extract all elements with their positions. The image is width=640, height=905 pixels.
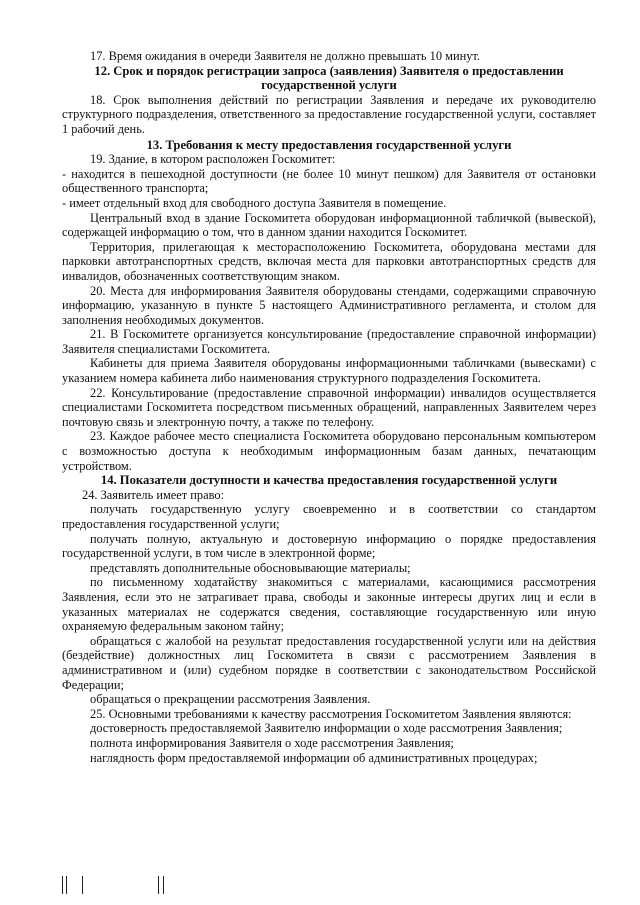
paragraph-23: 23. Каждое рабочее место специалиста Госкомитета оборудовано персональным компьютером с возможностью доступа к необходимым информационным базам данных, печатающим устройством. — [62, 429, 596, 473]
paragraph-17: 17. Время ожидания в очереди Заявителя не должно превышать 10 минут. — [90, 49, 481, 63]
paragraph-19-item-1: - находится в пешеходной доступности (не более 10 минут пешком) для Заявителя от остановки общественного транспорта; — [62, 166, 596, 196]
paragraph-central-entrance: Центральный вход в здание Госкомитета оборудован информационной табличкой (вывеской), содержащей информацию о том, что в данном здании находится Госкомитет. — [62, 210, 596, 240]
paragraph-24-right-4: по письменному ходатайству знакомиться с материалами, касающимися рассмотрения Заявления, если это не затрагивает права, свободы и законные интересы других лиц и если в указанных материалах не содержатся сведения, составляющие государственную или иную охраняемую федеральным законом тайну; — [62, 575, 596, 634]
paragraph-22: 22. Консультирование (предоставление справочной информации) инвалидов осуществляется специалистами Госкомитета посредством письменных обращений, направленных Заявителем через почтовую связь и электронную почту, а также по телефону. — [62, 385, 596, 429]
paragraph-25-req-2: полнота информирования Заявителя о ходе рассмотрения Заявления; — [90, 735, 454, 750]
paragraph-24-right-2: получать полную, актуальную и достоверную информацию о порядке предоставления государственной услуги, в том числе в электронной форме; — [62, 531, 596, 561]
scan-mark — [62, 876, 63, 894]
scan-mark — [163, 876, 164, 894]
paragraph-24-right-1: получать государственную услугу своевременно и в соответствии со стандартом предоставления государственной услуги; — [62, 502, 596, 531]
paragraph-cabinets: Кабинеты для приема Заявителя оборудованы информационными табличками (вывесками) с указанием номера кабинета либо наименования структурного подразделения Госкомитета. — [62, 356, 596, 386]
paragraph-25-req-1: достоверность предоставляемой Заявителю информации о ходе рассмотрения Заявления; — [90, 721, 563, 736]
paragraph-25-req-3: наглядность форм предоставляемой информации об административных процедурах; — [90, 750, 538, 765]
scan-mark — [66, 876, 67, 894]
paragraph-19: 19. Здание, в котором расположен Госкомитет: — [90, 152, 336, 167]
paragraph-24-right-6: обращаться о прекращении рассмотрения Заявления. — [90, 692, 371, 707]
paragraph-25: 25. Основными требованиями к качеству рассмотрения Госкомитетом Заявления являются: — [90, 706, 572, 721]
paragraph-20: 20. Места для информирования Заявителя оборудованы стендами, содержащими справочную информацию, указанную в пункте 5 настоящего Административного регламента, и столом для заполнения необходимых документов. — [62, 283, 596, 327]
scan-mark — [158, 876, 159, 894]
scan-mark — [82, 876, 83, 894]
paragraph-18: 18. Срок выполнения действий по регистрации Заявления и передаче их руководителю структурного подразделения, ответственного за предоставление государственной услуги, составляет 1 рабочий день. — [62, 92, 596, 136]
paragraph-24: 24. Заявитель имеет право: — [82, 487, 225, 502]
section-heading-13: 13. Требования к месту предоставления государственной услуги — [146, 137, 512, 152]
document-body — [62, 49, 596, 765]
paragraph-24-right-5: обращаться с жалобой на результат предоставления государственной услуги или на действия (бездействие) должностных лиц Госкомитета в связи с рассмотрением Заявления в административном и (или) судебном порядке в соответствии с законодательством Российской Федерации; — [62, 633, 596, 692]
paragraph-21: 21. В Госкомитете организуется консультирование (предоставление справочной информации) Заявителя специалистами Госкомитета. — [62, 327, 596, 356]
paragraph-24-right-3: представлять дополнительные обосновывающие материалы; — [90, 560, 411, 575]
scan-marks — [62, 876, 222, 896]
section-heading-14: 14. Показатели доступности и качества предоставления государственной услуги — [100, 473, 558, 488]
paragraph-territory: Территория, прилегающая к месторасположению Госкомитета, оборудована местами для парковки автотранспортных средств, включая места для парковки автотранспортных средств для инвалидов, обозначенных соответствующим знаком. — [62, 239, 596, 283]
paragraph-19-item-2: - имеет отдельный вход для свободного доступа Заявителя в помещение. — [62, 195, 447, 210]
section-heading-12: 12. Срок и порядок регистрации запроса (заявления) Заявителя о предоставлении государственной услуги — [94, 63, 564, 93]
